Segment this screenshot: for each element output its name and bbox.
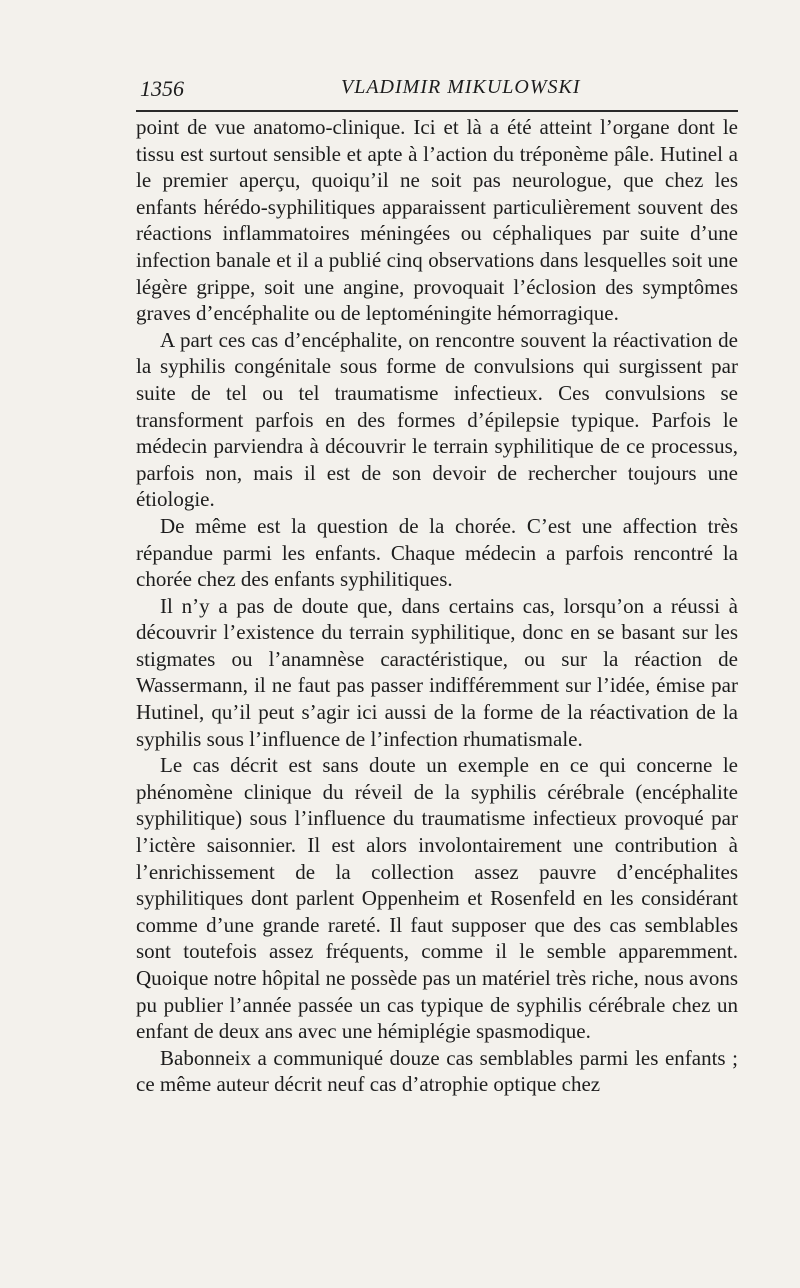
running-title: VLADIMIR MIKULOWSKI [341,76,581,98]
paragraph-5: Le cas décrit est sans doute un exemple en ce qui concerne le phénomène clinique du réveil de la syphilis cérébrale (encéphalite syphilitique) sous l’influence du traumatisme infectieux provoqué par l’ictère saisonnier. Il est alors involontairement une contribution à l’enrichissement de la collection assez pauvre d’encéphalites syphilitiques dont parlent Oppenheim et Rosenfeld en les considérant comme d’une grande rareté. Il faut supposer que des cas semblables sont toutefois assez fréquents, comme il le semble apparemment. Quoique notre hôpital ne possède pas un matériel très riche, nous avons pu publier l’année passée un cas typique de syphilis cérébrale chez un enfant de deux ans avec une hémiplégie spasmodique. [136,753,738,1044]
page-number: 1356 [140,76,184,101]
header-rule [136,110,738,112]
paragraph-3: De même est la question de la chorée. C’est une affection très répandue parmi les enfants. Chaque médecin a parfois rencontré la chorée chez des enfants syphilitiques. [136,513,738,592]
paragraph-2: A part ces cas d’encéphalite, on rencontre souvent la réactivation de la syphilis congénitale sous forme de convulsions qui surgissent par suite de tel ou tel traumatisme infectieux. Ces convulsions se transforment parfois en des formes d’épilepsie typique. Parfois le médecin parviendra à découvrir le terrain syphilitique de ce processus, parfois non, mais il est de son devoir de rechercher toujours une étiologie. [136,327,738,512]
paragraph-1: point de vue anatomo-clinique. Ici et là a été atteint l’organe dont le tissu est surtout sensible et apte à l’action du tréponème pâle. Hutinel a le premier aperçu, quoiqu’il ne soit pas neurologue, que chez les enfants hérédo-syphilitiques apparaissent particulièrement souvent des réactions inflammatoires méningées ou céphaliques par suite d’une infection banale et il a publié cinq observations dans lesquelles soit une légère grippe, soit une angine, provoquait l’éclosion des symptômes graves d’encéphalite ou de leptoméningite hémorragique. [136,115,738,326]
body-text [136,114,738,1098]
paragraph-6: Babonneix a communiqué douze cas semblables parmi les enfants ; ce même auteur décrit neuf cas d’atrophie optique chez [136,1045,738,1097]
paragraph-4: Il n’y a pas de doute que, dans certains cas, lorsqu’on a réussi à découvrir l’existence du terrain syphilitique, donc en se basant sur les stigmates ou l’anamnèse caractéristique, ou sur la réaction de Wassermann, il ne faut pas passer indifféremment sur l’idée, émise par Hutinel, qu’il peut s’agir ici aussi de la forme de la réactivation de la syphilis sous l’influence de l’infection rhumatismale. [136,593,738,751]
page-header [136,72,738,108]
